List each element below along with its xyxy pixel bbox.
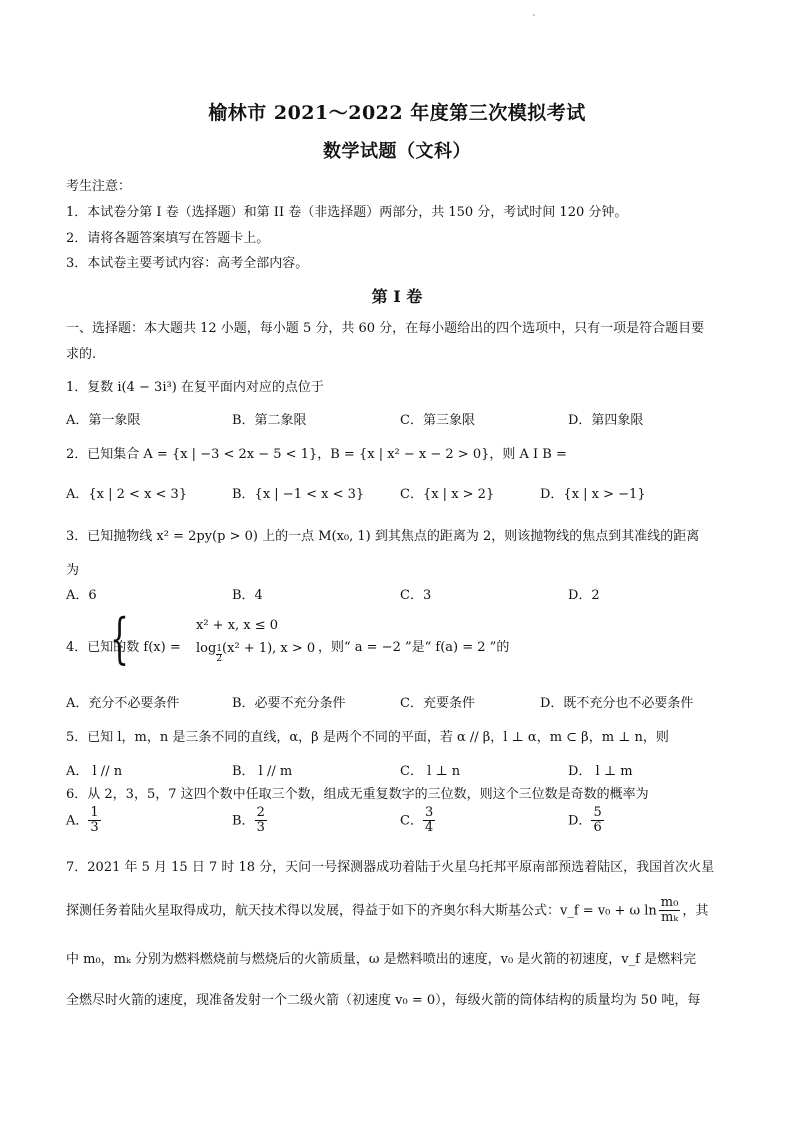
section-intro-2: 求的. [66, 347, 97, 362]
notes-heading: 考生注意： [66, 179, 132, 194]
q2-option-a: A．{x | 2 < x < 3} [66, 487, 188, 502]
q1-option-d: D．第四象限 [568, 413, 644, 428]
q6-fraction-c: $\frac{3}{4}$ [424, 805, 434, 836]
q1-stem: 1．复数 i(4 − 3i³) 在复平面内对应的点位于 [66, 380, 324, 395]
q7-line-4: 全燃尽时火箭的速度，现准备发射一个二级火箭（初速度 v₀ = 0），每级火箭的筒体结构的质量均为 50 吨，每 [66, 993, 701, 1008]
q2-option-d: D．{x | x > −1} [540, 487, 646, 502]
q1-option-c: C．第三象限 [400, 413, 475, 428]
q5-option-c: C． l ⊥ n [400, 764, 461, 779]
q4-brace: { [110, 607, 129, 670]
q5-option-a: A． l // n [66, 764, 123, 779]
q2-option-b: B．{x | −1 < x < 3} [232, 487, 365, 502]
q4-option-c: C．充要条件 [400, 696, 475, 711]
q2-stem: 2．已知集合 A = {x | −3 < 2x − 5 < 1}，B = {x | x² − x − 2 > 0}，则 A I B = [66, 447, 567, 462]
q1-option-b: B．第二象限 [232, 413, 307, 428]
q3-stem-line1: 3．已知抛物线 x² = 2py(p > 0) 上的一点 M(x₀, 1) 到其焦点的距离为 2，则该抛物线的焦点到其准线的距离 [66, 529, 700, 544]
q3-option-b: B．4 [232, 588, 263, 603]
note-1: 1．本试卷分第 I 卷（选择题）和第 II 卷（非选择题）两部分，共 150 分，考试时间 120 分钟。 [66, 205, 628, 220]
exam-subtitle: 数学试题（文科） [323, 141, 471, 162]
note-3: 3．本试卷主要考试内容：高考全部内容。 [66, 256, 309, 271]
q4-option-a: A．充分不必要条件 [66, 696, 180, 711]
q3-stem-line2: 为 [66, 563, 80, 578]
q3-option-a: A．6 [66, 588, 97, 603]
q4-stem-suffix: ，则“ a = −2 ”是“ f(a) = 2 ”的 [318, 640, 510, 655]
q5-option-d: D． l ⊥ m [568, 764, 633, 779]
q3-option-c: C．3 [400, 588, 432, 603]
q6-fraction-b: $\frac{2}{3}$ [256, 805, 265, 836]
section-title: 第 I 卷 [371, 287, 423, 306]
q6-fraction-a: $\frac{1}{3}$ [90, 805, 99, 836]
q4-option-d: D．既不充分也不必要条件 [540, 696, 694, 711]
q6-option-a: A． $\frac{1}{3}$ [66, 805, 99, 836]
q4-case-2: log $\frac{1}{2}$ (x² + 1), x > 0 [196, 641, 316, 664]
note-2: 2．请将各题答案填写在答题卡上。 [66, 231, 270, 246]
q4-option-b: B．必要不充分条件 [232, 696, 346, 711]
q7-line-2: 探测任务着陆火星取得成功，航天技术得以发展，得益于如下的齐奥尔科大斯基公式：v_f = v₀ + ω ln $\frac{\text{m₀}}{\text{mₖ}}$ ，其 [66, 895, 709, 926]
exam-title: 榆林市 2021～2022 年度第三次模拟考试 [208, 102, 586, 124]
q4-case-1: x² + x, x ≤ 0 [196, 618, 279, 633]
q7-line-3: 中 m₀，mₖ 分别为燃料燃烧前与燃烧后的火箭质量，ω 是燃料喷出的速度，v₀ 是火箭的初速度，v_f 是燃料完 [66, 952, 697, 967]
q5-stem: 5．已知 l，m，n 是三条不同的直线，α，β 是两个不同的平面，若 α // β，l ⊥ α，m ⊂ β，m ⊥ n，则 [66, 730, 669, 745]
q4-stem-prefix: 4．已知的数 f(x) = [66, 640, 181, 655]
q6-option-c: C． $\frac{3}{4}$ [400, 805, 434, 836]
q7-line-1: 7．2021 年 5 月 15 日 7 时 18 分，天问一号探测器成功着陆于火星乌托邦平原南部预选着陆区，我国首次火星 [66, 860, 715, 875]
q6-option-b: B． $\frac{2}{3}$ [232, 805, 265, 836]
q2-option-c: C．{x | x > 2} [400, 487, 495, 502]
q5-option-b: B． l // m [232, 764, 293, 779]
q1-option-a: A．第一象限 [66, 413, 141, 428]
q6-option-d: D． $\frac{5}{6}$ [568, 805, 602, 836]
q6-fraction-d: $\frac{5}{6}$ [593, 805, 602, 836]
q3-option-d: D．2 [568, 588, 600, 603]
section-intro-1: 一、选择题：本大题共 12 小题，每小题 5 分，共 60 分，在每小题给出的四个选项中，只有一项是符合题目要 [66, 321, 705, 336]
scan-dot [533, 14, 535, 16]
q7-mass-fraction: $\frac{\text{m₀}}{\text{mₖ}}$ [660, 895, 679, 926]
q6-stem: 6．从 2，3，5，7 这四个数中任取三个数，组成无重复数字的三位数，则这个三位数是奇数的概率为 [66, 787, 649, 802]
q4-log-base: $\frac{1}{2}$ [216, 644, 223, 664]
